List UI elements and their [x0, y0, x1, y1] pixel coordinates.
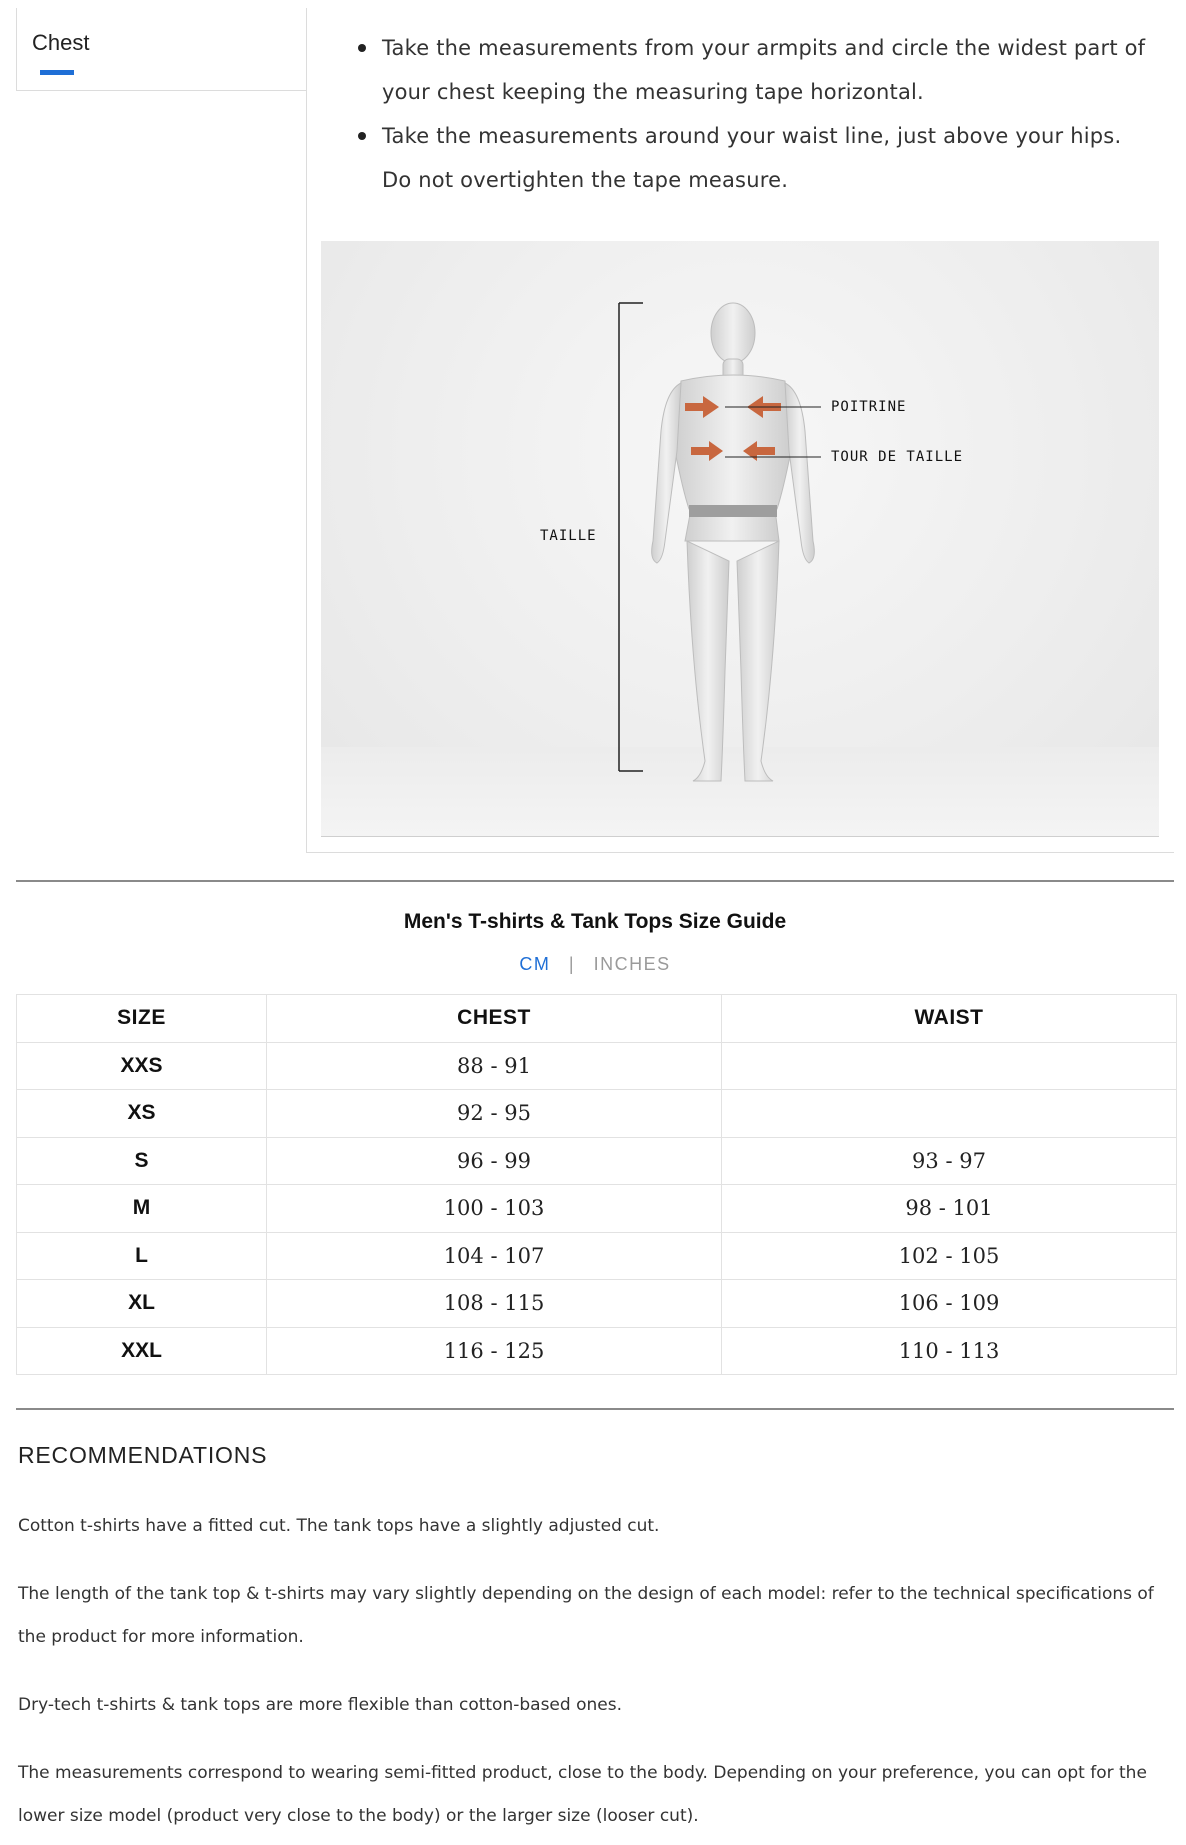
size-table — [16, 994, 1177, 1375]
instructions-list — [358, 26, 1148, 202]
table-row — [17, 1232, 1177, 1280]
unit-cm-toggle[interactable]: CM — [519, 954, 551, 974]
waist-cell — [722, 1042, 1177, 1090]
table-row — [17, 1280, 1177, 1328]
size-cell: M — [17, 1185, 267, 1233]
column-header-waist: WAIST — [722, 995, 1177, 1043]
unit-inches-toggle[interactable]: INCHES — [593, 954, 671, 974]
waist-cell: 106 - 109 — [722, 1280, 1177, 1328]
instruction-waist: Take the measurements around your waist line, just above your hips. Do not overtighten the tape measure. — [358, 114, 1148, 202]
measurement-tabs — [16, 8, 306, 91]
recommendation-paragraph: Dry-tech t-shirts & tank tops are more flexible than cotton-based ones. — [18, 1695, 622, 1715]
waist-cell: 110 - 113 — [722, 1327, 1177, 1375]
size-cell: XXS — [17, 1042, 267, 1090]
body-measurement-diagram — [321, 241, 1159, 837]
size-cell: L — [17, 1232, 267, 1280]
waist-cell: 102 - 105 — [722, 1232, 1177, 1280]
chest-cell: 92 - 95 — [267, 1090, 722, 1138]
section-divider — [16, 880, 1174, 882]
waist-cell: 98 - 101 — [722, 1185, 1177, 1233]
table-row — [17, 1042, 1177, 1090]
table-row — [17, 1185, 1177, 1233]
size-cell: XXL — [17, 1327, 267, 1375]
tab-chest[interactable]: Chest — [32, 30, 90, 55]
chest-cell: 100 - 103 — [267, 1185, 722, 1233]
recommendation-paragraph: The length of the tank top & t-shirts may vary slightly depending on the design of each model: refer to the technical specifications of the product for more information. — [18, 1584, 1154, 1647]
label-height: TAILLE — [540, 528, 597, 544]
label-chest: POITRINE — [831, 399, 907, 415]
active-tab-indicator — [40, 70, 74, 75]
waist-cell — [722, 1090, 1177, 1138]
mannequin-figure — [321, 241, 1159, 837]
column-header-size: SIZE — [17, 995, 267, 1043]
size-table-header — [17, 995, 1177, 1043]
table-row — [17, 1137, 1177, 1185]
size-cell: XL — [17, 1280, 267, 1328]
recommendations-title: RECOMMENDATIONS — [18, 1442, 268, 1468]
chest-cell: 96 - 99 — [267, 1137, 722, 1185]
table-row — [17, 1327, 1177, 1375]
table-row — [17, 1090, 1177, 1138]
size-cell: S — [17, 1137, 267, 1185]
unit-switch — [16, 954, 1174, 975]
label-waist: TOUR DE TAILLE — [831, 449, 964, 465]
recommendation-paragraph: Cotton t-shirts have a fitted cut. The tank tops have a slightly adjusted cut. — [18, 1516, 660, 1536]
chest-cell: 116 - 125 — [267, 1327, 722, 1375]
size-cell: XS — [17, 1090, 267, 1138]
waist-cell: 93 - 97 — [722, 1137, 1177, 1185]
recommendation-paragraph: The measurements correspond to wearing semi-fitted product, close to the body. Depending on your preference, you can opt for the lower size model (product very close to the body) or the larger size (looser cut). — [18, 1763, 1147, 1826]
section-divider — [16, 1408, 1174, 1410]
size-guide-title: Men's T-shirts & Tank Tops Size Guide — [403, 910, 787, 933]
unit-separator: | — [568, 954, 576, 974]
chest-cell: 104 - 107 — [267, 1232, 722, 1280]
instruction-chest: Take the measurements from your armpits and circle the widest part of your chest keeping the measuring tape horizontal. — [358, 26, 1148, 114]
chest-cell: 88 - 91 — [267, 1042, 722, 1090]
column-header-chest: CHEST — [267, 995, 722, 1043]
chest-cell: 108 - 115 — [267, 1280, 722, 1328]
